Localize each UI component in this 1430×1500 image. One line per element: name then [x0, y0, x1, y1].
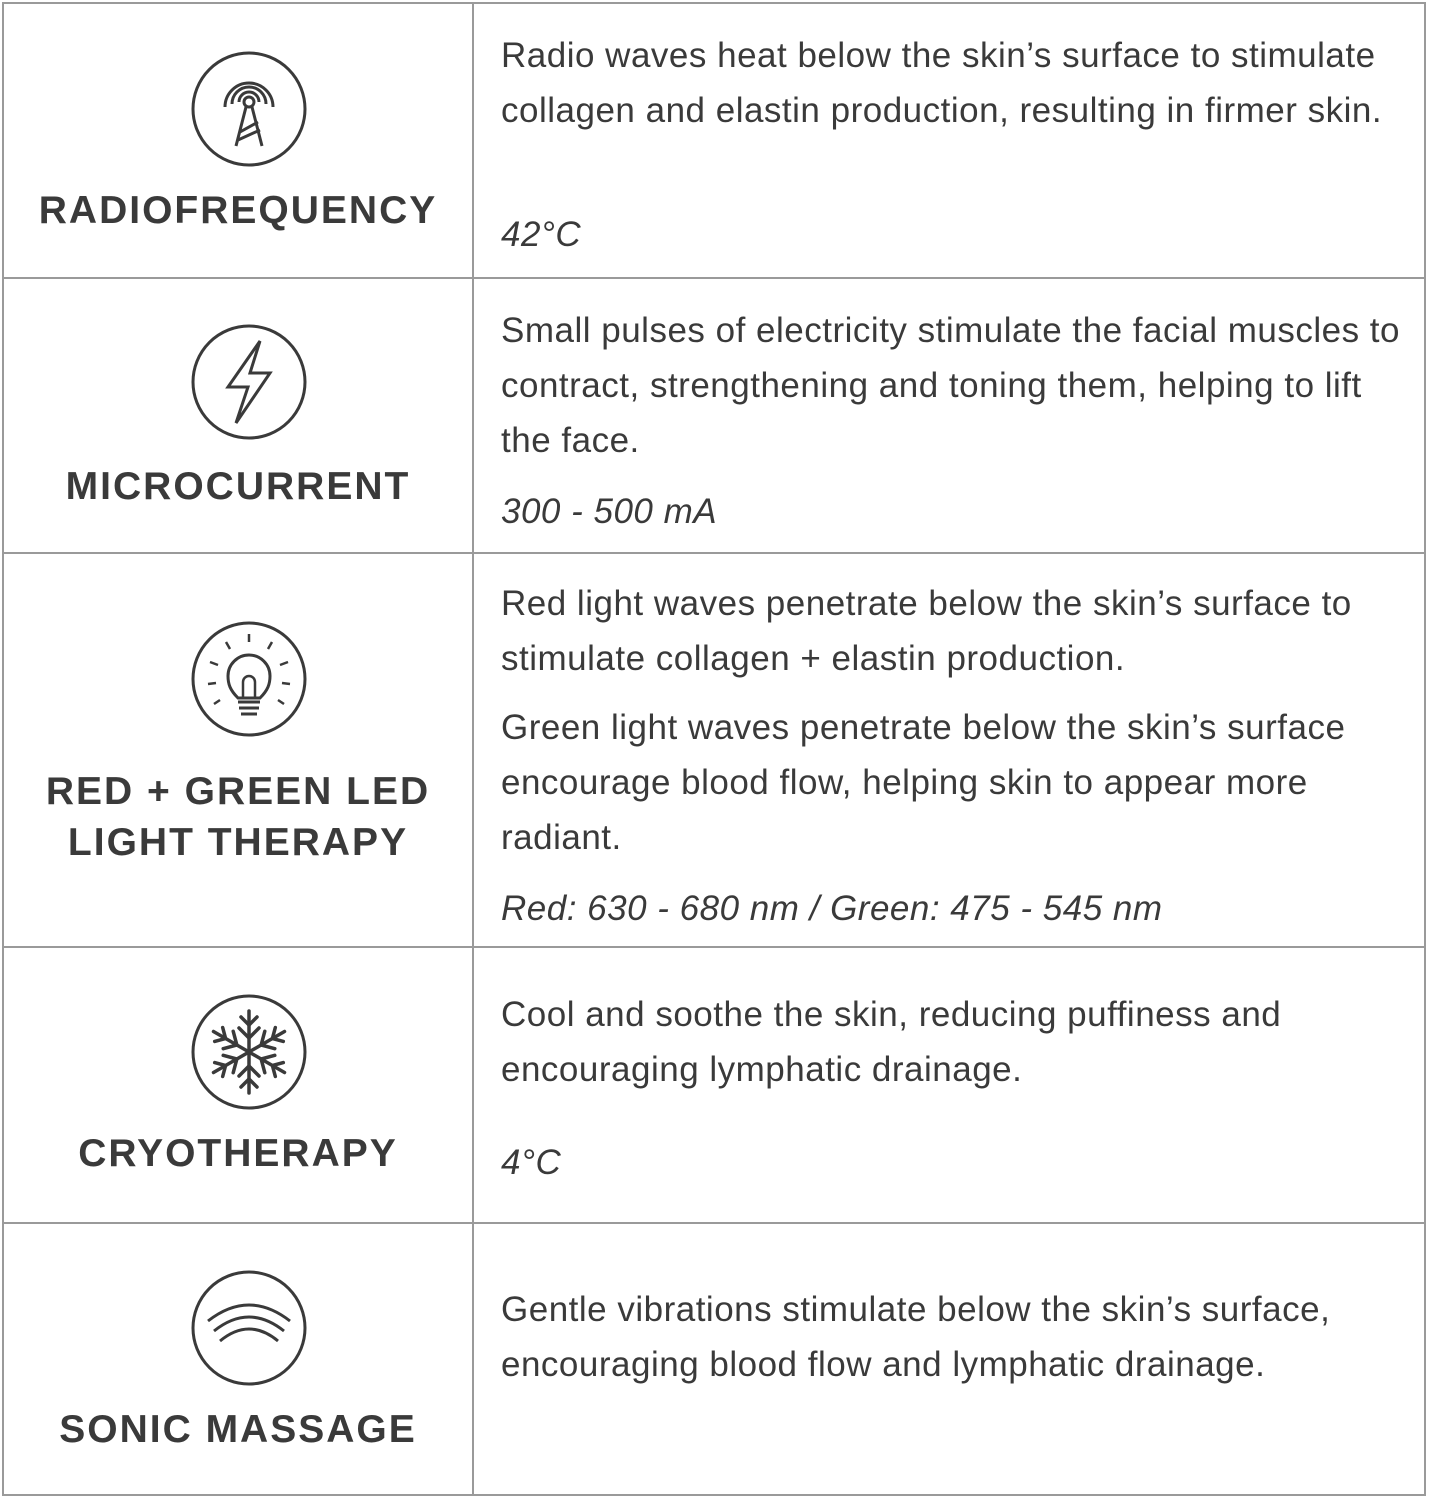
feature-name: MICROCURRENT — [65, 465, 411, 508]
radio-tower-icon — [190, 50, 308, 168]
description-text: Gentle vibrations stimulate below the skin’s surface, encouraging blood flow and lymphatic drainage. — [501, 1290, 1331, 1384]
feature-name-line-2: LIGHT THERAPY — [67, 821, 409, 864]
table-row — [4, 1224, 1424, 1494]
lightning-bolt-icon — [190, 323, 308, 441]
spec-value: Red: 630 - 680 nm / Green: 475 - 545 nm — [501, 889, 1163, 928]
description-text: Red light waves penetrate below the skin’s surface to stimulate collagen + elastin production. — [501, 584, 1352, 678]
table-row — [4, 279, 1424, 554]
description-cell — [474, 554, 1424, 946]
spec-value: 300 - 500 mA — [501, 492, 718, 531]
feature-name: SONIC MASSAGE — [59, 1408, 417, 1451]
description-cell — [474, 948, 1424, 1222]
description-text: Green light waves penetrate below the skin’s surface encourage blood flow, helping skin to appear more radiant. — [501, 708, 1346, 857]
feature-cell — [4, 279, 474, 552]
feature-cell — [4, 948, 474, 1222]
sound-waves-icon — [190, 1269, 308, 1387]
description-cell — [474, 279, 1424, 552]
feature-cell — [4, 4, 474, 277]
description-text: Cool and soothe the skin, reducing puffiness and encouraging lymphatic drainage. — [501, 995, 1282, 1089]
table-row — [4, 4, 1424, 279]
description-cell — [474, 4, 1424, 277]
features-table — [2, 2, 1426, 1496]
snowflake-icon — [190, 993, 308, 1111]
description-cell — [474, 1224, 1424, 1494]
feature-name: CRYOTHERAPY — [78, 1132, 398, 1175]
feature-name-line-1: RED + GREEN LED — [45, 770, 431, 813]
light-bulb-icon — [190, 620, 308, 738]
feature-cell — [4, 554, 474, 946]
description-text: Radio waves heat below the skin’s surface to stimulate collagen and elastin production, resulting in firmer skin. — [501, 36, 1383, 130]
feature-name: RADIOFREQUENCY — [38, 189, 438, 232]
table-row — [4, 948, 1424, 1224]
table-row — [4, 554, 1424, 948]
description-text: Small pulses of electricity stimulate the facial muscles to contract, strengthening and toning them, helping to lift the face. — [501, 311, 1400, 460]
feature-cell — [4, 1224, 474, 1494]
spec-value: 4°C — [501, 1143, 562, 1182]
spec-value: 42°C — [501, 215, 582, 254]
